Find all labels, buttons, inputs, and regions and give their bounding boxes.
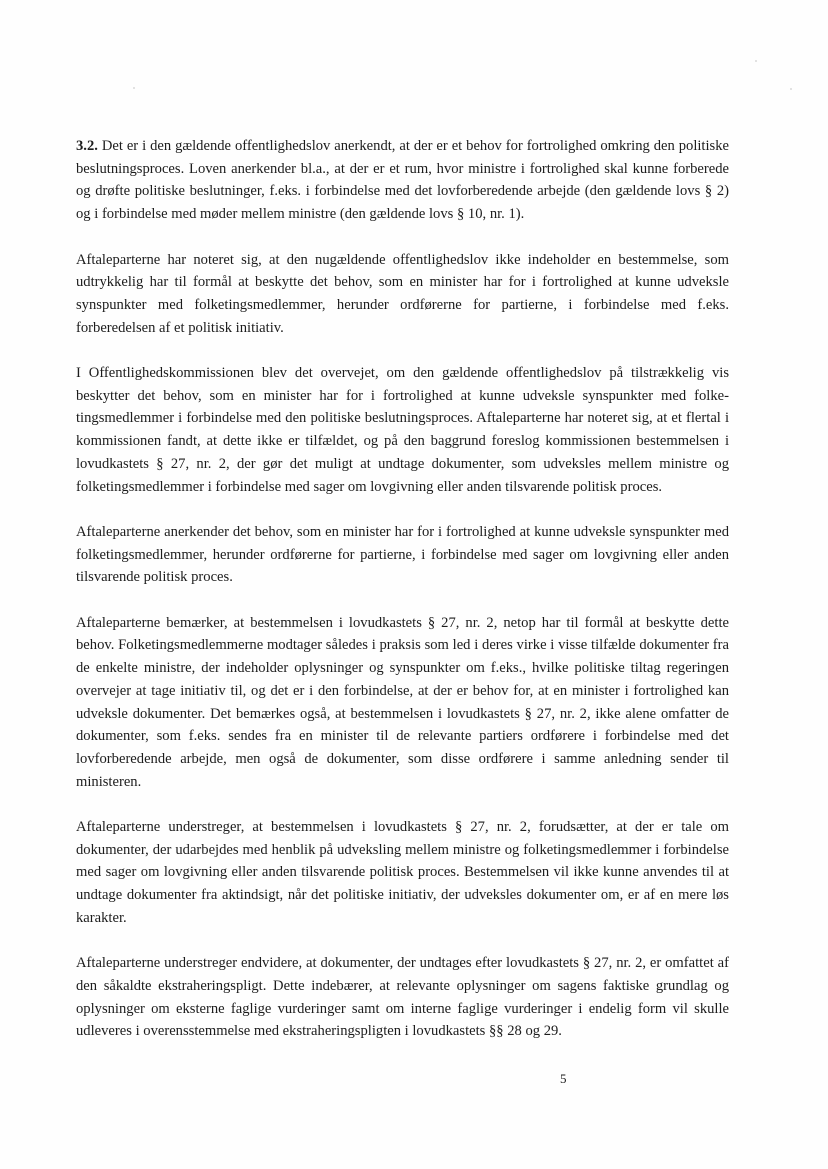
paragraph-6: Aftaleparterne understreger, at bestemmelsen i lovudkastets § 27, nr. 2, forudsætter, at der er tale om dokumenter, der udarbejdes med henblik på udveksling mellem ministre og folketingsmedlemmer i forbindelse med sager om lovgivning eller anden tilsvarende politisk proces. Bestemmelsen vil ikke kunne anvendes til at undtage dokumenter fra aktindsigt, når det politiske initiativ, der udveksles dokumenter om, er af en mere løs karakter.	[76, 819, 729, 926]
scan-speck	[790, 88, 792, 90]
paragraph-2: Aftaleparterne har noteret sig, at den nugældende offentlighedslov ikke indeholder en bestemmelse, som udtrykkelig har til formål at beskytte det behov, som en minister har for i fortrolighed at kunne udveksle synspunkter med folketingsmedlemmer, herunder ordførerne for partierne, i forbindelse med f.eks. forberedelsen af et politisk initiativ.	[76, 251, 729, 336]
scan-speck	[755, 60, 757, 62]
paragraph-7: Aftaleparterne understreger endvidere, at dokumenter, der undtages efter lovudkastets § 27, nr. 2, er omfattet af den såkaldte ekstraheringspligt. Dette indebærer, at relevante oplysninger om sagens faktiske grundlag og oplysninger om eksterne faglige vurderinger samt om interne faglige vurderinger i endelig form vil skulle udleveres i overensstemmelse med ekstraheringspligten i lovudkastets §§ 28 og 29.	[76, 955, 729, 1040]
scan-speck	[133, 87, 135, 89]
document-body	[76, 135, 729, 1066]
paragraph-1-text: Det er i den gældende offentlighedslov anerkendt, at der er et behov for fortrolighed omkring den politiske beslutningsproces. Loven anerkender bl.a., at der er et rum, hvor ministre i fortrolighed skal kunne forberede og drøfte politiske beslutninger, f.eks. i forbindelse med det lovforberedende arbejde (den gældende lovs § 2) og i forbindelse med møder mellem ministre (den gældende lovs § 10, nr. 1).	[76, 138, 729, 223]
page-number: 5	[560, 1071, 567, 1086]
paragraph-1	[76, 135, 729, 226]
paragraph-4: Aftaleparterne anerkender det behov, som en minister har for i fortrolighed at kunne udveksle synspunkter med folketingsmedlemmer, herunder ordførerne for partierne, i forbindelse med sager om lovgivning eller anden tilsvarende politisk proces.	[76, 523, 729, 586]
paragraph-3: I Offentlighedskommissionen blev det overvejet, om den gældende offentlighedslov på tilstrækkelig vis beskytter det behov, som en minister har for i fortrolighed at kunne udveksle synspunkter med folketingsmedlemmer i forbindelse med den politiske beslutningsproces. Aftaleparterne har noteret sig, at et flertal i kommissionen fandt, at dette ikke er tilfældet, og på den baggrund foreslog kommissionen bestemmelsen i lovudkastets § 27, nr. 2, der gør det muligt at undtage dokumenter, som udveksles mellem ministre og folketingsmedlemmer i forbindelse med sager om lovgivning eller anden tilsvarende politisk proces.	[76, 365, 729, 495]
section-number: 3.2.	[76, 138, 98, 154]
paragraph-5: Aftaleparterne bemærker, at bestemmelsen i lovudkastets § 27, nr. 2, netop har til formål at beskytte dette behov. Folketingsmedlemmerne modtager således i praksis som led i deres virke i visse tilfælde dokumenter fra de enkelte ministre, der indeholder oplysninger og synspunkter om f.eks., hvilke politiske tiltag regeringen overvejer at tage initiativ til, og det er i den forbindelse, at der er behov for, at en minister i fortrolighed kan udveksle dokumenter. Det bemærkes også, at bestemmelsen i lovudkastets § 27, nr. 2, ikke alene omfatter de dokumenter, som f.eks. sendes fra en minister til de relevante partiers ordførere i forbindelse med det lovforberedende arbejde, men også de dokumenter, som disse ordførere i samme anledning sender til ministeren.	[76, 614, 729, 790]
